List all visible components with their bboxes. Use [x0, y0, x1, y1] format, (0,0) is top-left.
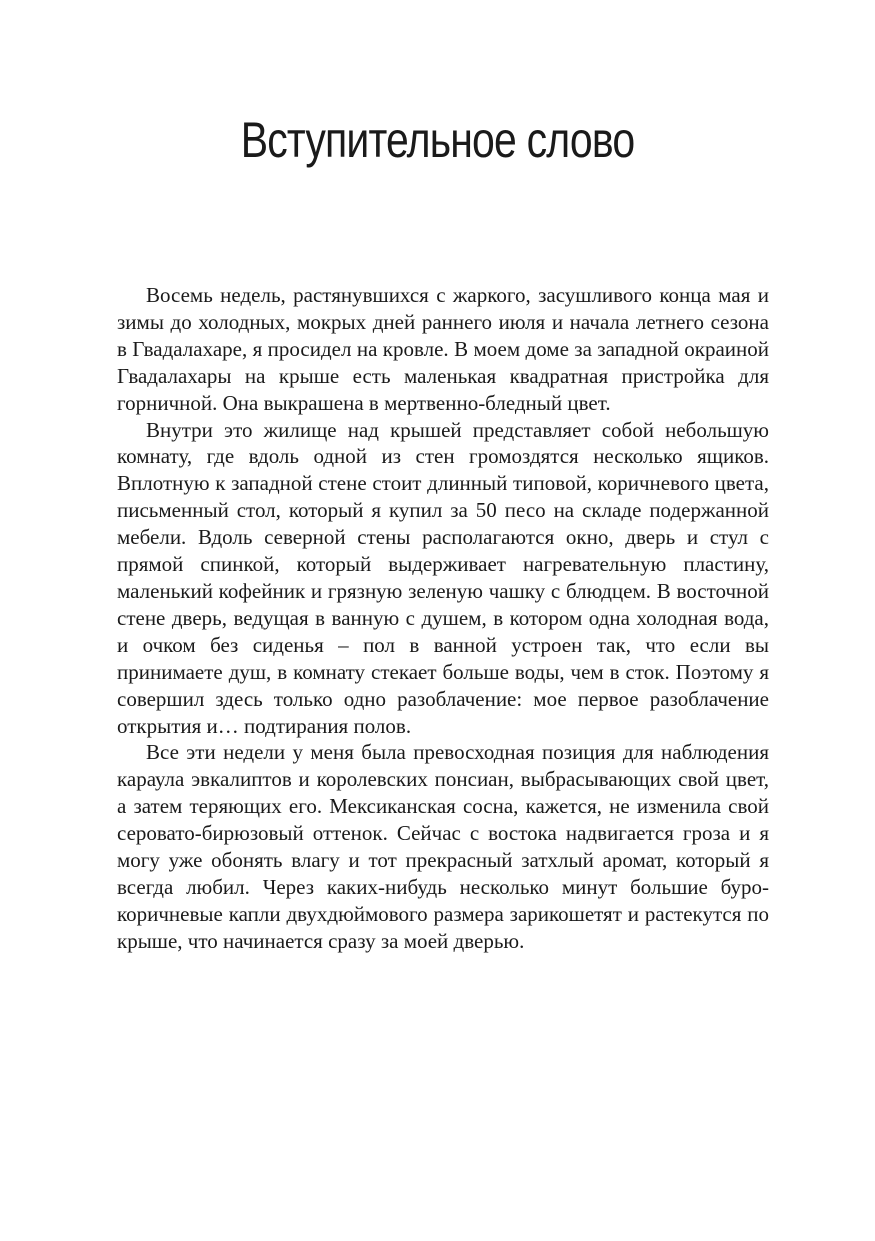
paragraph: Восемь недель, растянувшихся с жаркого, засушливого конца мая и зимы до холодных, мокрых дней раннего июля и начала летнего сезона в Гвадалахаре, я просидел на кровле. В моем доме за западной окраиной Гвадалахары на крыше есть маленькая квадратная пристройка для горничной. Она выкрашена в мертвенно-бледный цвет.	[117, 283, 769, 415]
paragraph: Все эти недели у меня была превосходная позиция для наблюдения караула эвкалиптов и королевских понсиан, выбрасывающих свой цвет, а затем теряющих его. Мексиканская сосна, кажется, не изменила свой серовато-бирюзовый оттенок. Сейчас с востока надвигается гроза и я могу уже обонять влагу и тот прекрасный затхлый аромат, который я всегда любил. Через каких-нибудь несколько минут большие буро-коричневые капли двухдюймового размера зарикошетят и растекутся по крыше, что начинается сразу за моей дверью.	[117, 740, 769, 953]
chapter-body	[117, 282, 769, 955]
chapter-title: Вступительное слово	[240, 112, 635, 168]
paragraph: Внутри это жилище над крышей представляет собой небольшую комнату, где вдоль одной из стен громоздятся несколько ящиков. Вплотную к западной стене стоит длинный типовой, коричневого цвета, письменный стол, который я купил за 50 песо на складе подержанной мебели. Вдоль северной стены располагаются окно, дверь и стул с прямой спинкой, который выдерживает нагревательную пластину, маленький кофейник и грязную зеленую чашку с блюдцем. В восточной стене дверь, ведущая в ванную с душем, в котором одна холодная вода, и очком без сиденья – пол в ванной устроен так, что если вы принимаете душ, в комнату стекает больше воды, чем в сток. Поэтому я совершил здесь только одно разоблачение: мое первое разоблачение открытия и… подтирания полов.	[117, 417, 769, 738]
